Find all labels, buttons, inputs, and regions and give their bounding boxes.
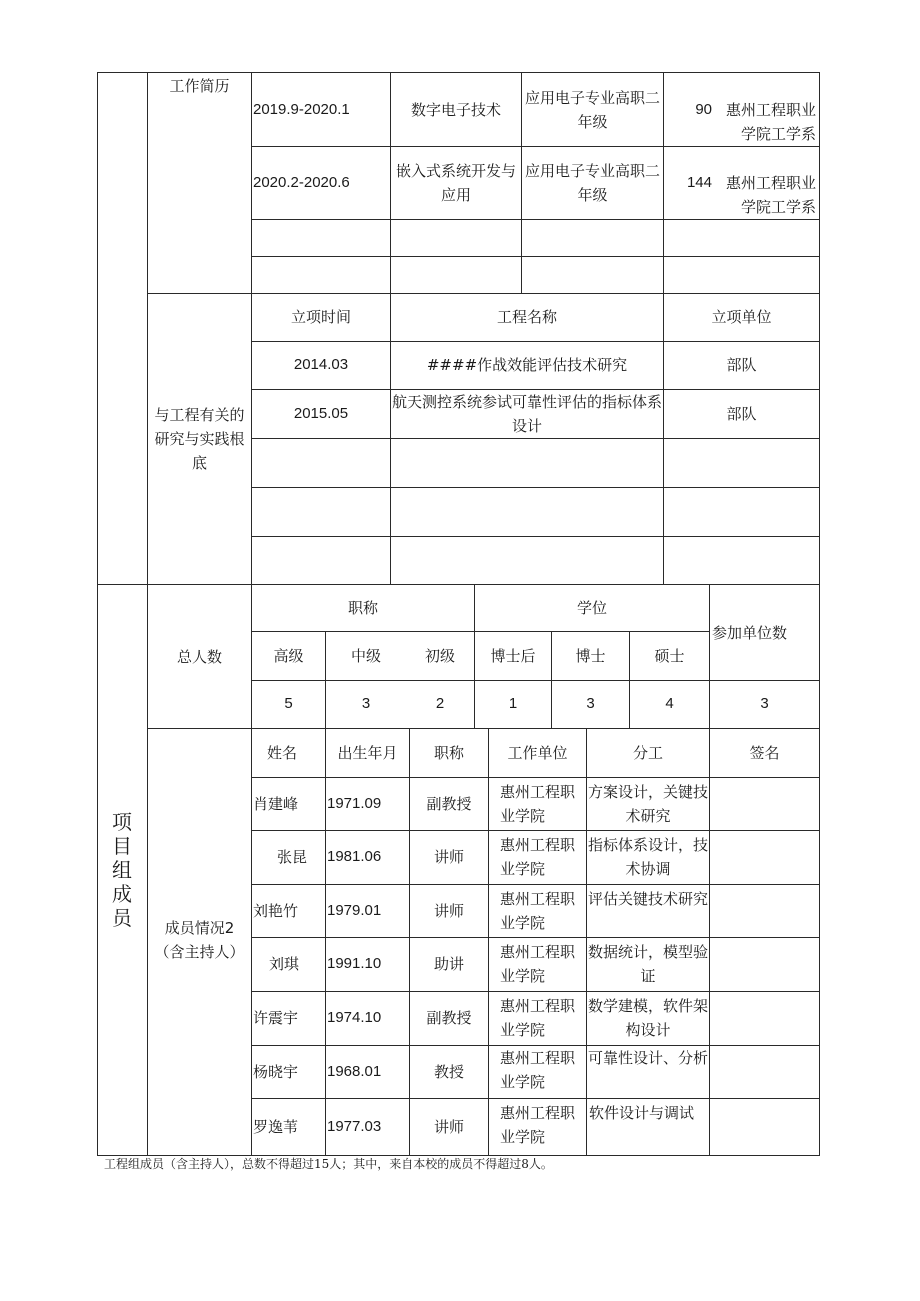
member-title: 讲师 <box>433 1118 464 1136</box>
members-phd-header: 博士 <box>575 647 606 665</box>
member-name: 罗逸苇 <box>253 1118 299 1136</box>
work-history-course: 数字电子技术 <box>410 101 501 119</box>
members-postdoc-count: 1 <box>508 695 518 712</box>
member-title: 助讲 <box>433 955 464 973</box>
work-history-period: 2020.2-2020.6 <box>253 174 350 191</box>
member-duty: 方案设计，关键技术研究 <box>588 783 709 825</box>
work-history-course: 嵌入式系统开发与应用 <box>395 162 516 204</box>
member-col-sign: 签名 <box>749 744 780 762</box>
work-history-period: 2019.9-2020.1 <box>253 101 350 118</box>
member-unit: 惠州工程职业学院 <box>500 943 576 985</box>
member-birth: 1971.09 <box>327 795 382 812</box>
work-history-hours: 90 <box>695 101 712 118</box>
member-col-duty: 分工 <box>632 744 663 762</box>
member-name: 杨晓宇 <box>253 1063 299 1081</box>
footnote: 工程组成员（含主持人），总数不得超过15人；其中，来自本校的成员不得超过8人。 <box>104 1157 553 1171</box>
member-birth: 1974.10 <box>327 1009 382 1026</box>
member-unit: 惠州工程职业学院 <box>500 1104 576 1146</box>
members-middle-count: 3 <box>361 695 371 712</box>
research-name: 航天测控系统参试可靠性评估的指标体系设计 <box>392 393 663 435</box>
members-senior-header: 高级 <box>273 647 304 665</box>
member-duty: 数据统计，模型验证 <box>588 943 709 985</box>
research-unit: 部队 <box>726 405 757 423</box>
research-time: 2014.03 <box>293 356 349 373</box>
member-unit: 惠州工程职业学院 <box>500 890 576 932</box>
member-name: 张昆 <box>276 848 307 866</box>
member-name: 许震宇 <box>253 1009 299 1027</box>
member-birth: 1991.10 <box>327 955 382 972</box>
work-history-unit: 惠州工程职业学院工学系 <box>725 101 816 143</box>
members-middle-header: 中级 <box>350 647 381 665</box>
members-degree-header: 学位 <box>576 599 607 617</box>
members-junior-header: 初级 <box>424 647 455 665</box>
member-duty: 评估关键技术研究 <box>588 890 709 908</box>
work-history-class: 应用电子专业高职二年级 <box>524 89 660 131</box>
research-header-unit: 立项单位 <box>711 308 772 326</box>
members-total-label: 总人数 <box>176 648 222 666</box>
work-history-label: 工作简历 <box>169 77 230 95</box>
member-col-title: 职称 <box>433 744 464 762</box>
members-units-count: 3 <box>760 695 769 712</box>
member-col-name: 姓名 <box>266 744 297 762</box>
work-history-hours: 144 <box>686 174 712 191</box>
member-birth: 1977.03 <box>327 1118 382 1135</box>
member-title: 教授 <box>433 1063 464 1081</box>
research-label: 与工程有关的研究与实践根底 <box>154 406 245 472</box>
research-time: 2015.05 <box>293 405 349 422</box>
members-junior-count: 2 <box>435 695 445 712</box>
member-title: 讲师 <box>433 902 464 920</box>
member-name: 刘艳竹 <box>253 902 299 920</box>
members-senior-count: 5 <box>284 695 293 712</box>
member-unit: 惠州工程职业学院 <box>500 783 576 825</box>
members-postdoc-header: 博士后 <box>490 647 536 665</box>
member-duty: 数学建模，软件架构设计 <box>588 997 709 1039</box>
members-units-header: 参加单位数 <box>712 624 788 642</box>
member-unit: 惠州工程职业学院 <box>500 1049 576 1091</box>
member-duty: 可靠性设计、分析 <box>588 1049 709 1067</box>
member-signature-cell <box>710 778 819 830</box>
research-unit: 部队 <box>726 356 757 374</box>
member-duty: 软件设计与调试 <box>589 1104 695 1122</box>
research-name: ####作战效能评估技术研究 <box>426 356 628 374</box>
member-name: 刘琪 <box>268 955 299 973</box>
member-birth: 1979.01 <box>327 902 382 919</box>
members-master-count: 4 <box>665 695 674 712</box>
member-unit: 惠州工程职业学院 <box>500 836 576 878</box>
member-title: 副教授 <box>426 795 472 813</box>
member-col-birth: 出生年月 <box>337 744 398 762</box>
member-col-unit: 工作单位 <box>507 744 568 762</box>
members-phd-count: 3 <box>586 695 595 712</box>
member-name: 肖建峰 <box>253 795 299 813</box>
research-header-name: 工程名称 <box>496 308 557 326</box>
member-duty: 指标体系设计，技术协调 <box>588 836 709 878</box>
member-title: 讲师 <box>433 848 464 866</box>
members-master-header: 硕士 <box>654 647 685 665</box>
members-section-label: 项目组成员 <box>112 810 132 930</box>
member-unit: 惠州工程职业学院 <box>500 997 576 1039</box>
member-birth: 1981.06 <box>327 848 382 865</box>
research-header-time: 立项时间 <box>290 308 351 326</box>
work-history-class: 应用电子专业高职二年级 <box>524 162 660 204</box>
member-title: 副教授 <box>426 1009 472 1027</box>
member-birth: 1968.01 <box>327 1063 382 1080</box>
members-title-header: 职称 <box>347 599 378 617</box>
members-detail-label: 成员情况2（含主持人） <box>154 919 245 961</box>
work-history-unit: 惠州工程职业学院工学系 <box>725 174 816 216</box>
